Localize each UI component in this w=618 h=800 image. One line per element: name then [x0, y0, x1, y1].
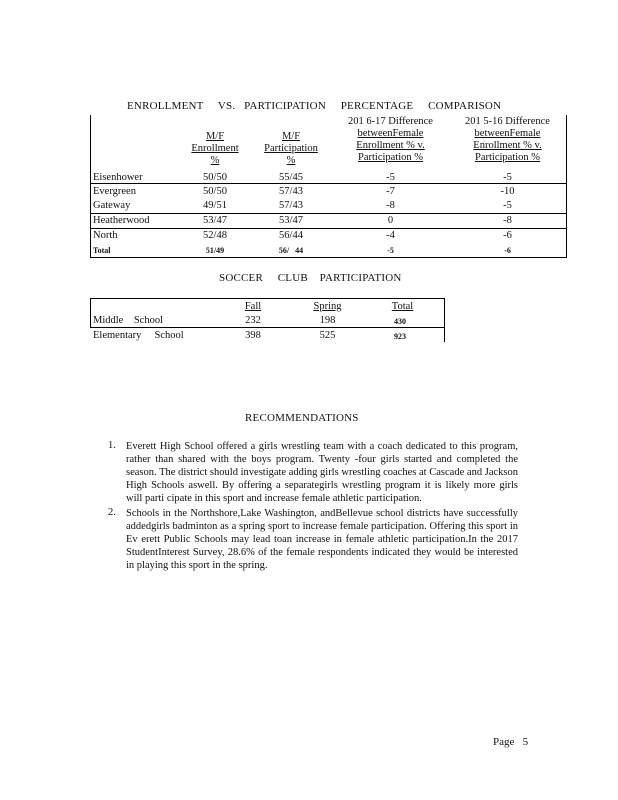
soccer-row-total: 923: [394, 332, 406, 341]
row-diff-2015: -8: [503, 215, 512, 226]
row-enroll: 52/48: [203, 230, 227, 241]
header-line: Enrollment: [191, 143, 239, 154]
header-line: Enrollment % v.: [356, 140, 425, 151]
row-school: Eisenhower: [93, 172, 143, 183]
row-diff-2016: -8: [386, 200, 395, 211]
total-enroll: 51/49: [205, 246, 225, 255]
header-mf-participation: [256, 131, 326, 167]
soccer-border: [444, 298, 445, 342]
header-diff-2015: [455, 116, 560, 164]
recommendations-heading: RECOMMENDATIONS: [245, 412, 359, 424]
recommendation-text: Schools in the Northshore,Lake Washington, andBellevue school districts have successfully addedgirls badminton as a spring sport to increase female participation. Offering this sport in Ev erett Public Schools may lead toan increase in female athletic participation.In the 2017 StudentInterest Survey, 28.6% of the female respondents indicated they would be interested in playing this sport in the spring.: [126, 508, 518, 571]
soccer-row-label: Elementary School: [93, 330, 184, 341]
row-diff-2016: -7: [386, 186, 395, 197]
row-partic: 55/45: [279, 172, 303, 183]
row-partic: 53/47: [279, 215, 303, 226]
header-line: Participation %: [474, 152, 541, 163]
header-mf-enrollment: [185, 131, 245, 167]
header-line: M/F: [281, 131, 301, 142]
header-line: 201 5-16 Difference: [465, 116, 550, 127]
soccer-row-fall: 232: [245, 315, 261, 326]
recommendation-item: [108, 507, 518, 572]
recommendation-number: 2.: [108, 507, 116, 518]
recommendation-number: 1.: [108, 440, 116, 451]
row-diff-2015: -6: [503, 230, 512, 241]
header-line: betweenFemale: [357, 128, 424, 139]
header-line: %: [210, 155, 220, 166]
row-school: Evergreen: [93, 186, 136, 197]
header-line: 201 6-17 Difference: [348, 116, 433, 127]
soccer-top-border: [90, 298, 445, 299]
row-diff-2015: -10: [500, 186, 515, 197]
recommendation-text: Everett High School offered a girls wrestling team with a coach dedicated to this program, rather than shared with the boys program. Twenty -four girls started and completed the season. The district should investigate adding girls wrestling coaches at Cascade and Jackson High Schools aswell. By offering a separategirls wrestling program it is likely more girls will parti cipate in this sport and increase female athletic participation.: [126, 441, 518, 504]
header-line: %: [286, 155, 296, 166]
row-diff-2015: -5: [503, 172, 512, 183]
row-partic: 57/43: [279, 186, 303, 197]
enrollment-table-title: ENROLLMENT VS. PARTICIPATION PERCENTAGE COMPARISON: [127, 100, 502, 112]
row-enroll: 53/47: [203, 215, 227, 226]
header-diff-2016: [338, 116, 443, 164]
row-diff-2016: 0: [387, 215, 394, 226]
soccer-row-total: 430: [394, 317, 406, 326]
header-line: betweenFemale: [474, 128, 541, 139]
row-diff-2016: -5: [386, 172, 395, 183]
soccer-row-spring: 525: [319, 330, 336, 341]
soccer-row-label: Middle School: [93, 315, 163, 326]
row-school: North: [93, 230, 118, 241]
recommendations-list: [108, 440, 518, 574]
row-divider: [90, 228, 567, 229]
header-line: M/F: [205, 131, 225, 142]
row-school: Gateway: [93, 200, 131, 211]
header-line: Enrollment % v.: [473, 140, 542, 151]
soccer-header-total: Total: [391, 301, 414, 312]
soccer-table-title: SOCCER CLUB PARTICIPATION: [219, 272, 402, 284]
soccer-border: [90, 298, 91, 327]
row-enroll: 49/51: [203, 200, 227, 211]
row-partic: 56/44: [279, 230, 303, 241]
total-diff-2015: -6: [504, 246, 511, 255]
header-line: Participation %: [357, 152, 424, 163]
table-border: [566, 115, 567, 258]
soccer-header-fall: Fall: [244, 301, 262, 312]
row-diff-2016: -4: [386, 230, 395, 241]
table-border: [90, 115, 91, 258]
soccer-row-spring: 198: [319, 315, 336, 326]
row-partic: 57/43: [279, 200, 303, 211]
page-number: 5: [522, 736, 529, 748]
soccer-row-fall: 398: [245, 330, 261, 341]
recommendation-item: [108, 440, 518, 505]
total-partic: 56/ 44: [278, 246, 304, 255]
row-enroll: 50/50: [203, 172, 227, 183]
page-footer: [493, 736, 528, 748]
total-label: Total: [93, 246, 111, 255]
total-diff-2016: -5: [387, 246, 394, 255]
row-divider: [90, 213, 567, 214]
row-divider: [90, 257, 567, 258]
row-diff-2015: -5: [503, 200, 512, 211]
soccer-header-spring: Spring: [313, 301, 342, 312]
page-label: Page: [493, 736, 515, 748]
row-school: Heatherwood: [93, 215, 150, 226]
header-line: Participation: [264, 143, 318, 154]
row-enroll: 50/50: [203, 186, 227, 197]
